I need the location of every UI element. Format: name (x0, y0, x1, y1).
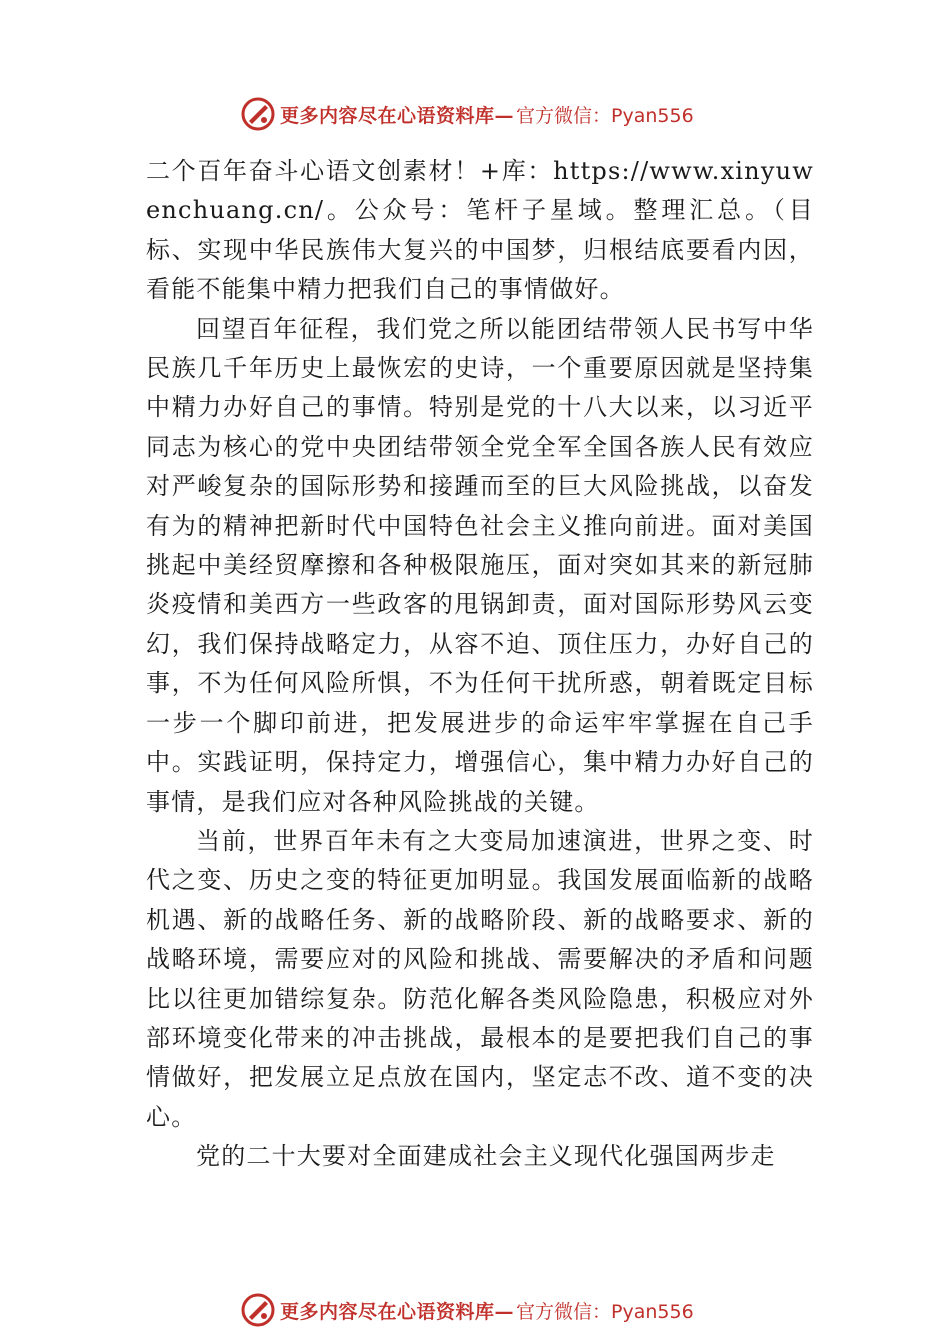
banner-title: 更多内容尽在心语资料库— (280, 1300, 515, 1323)
paragraph-1: 二个百年奋斗心语文创素材！+库：https://www.xinyuwenchuang.cn/。公众号：笔杆子星域。整理汇总。（目标、实现中华民族伟大复兴的中国梦，归根结底要看内因，看能不能集中精力把我们自己的事情做好。 (146, 157, 814, 304)
logo-icon (240, 96, 276, 132)
paragraph-2: 回望百年征程，我们党之所以能团结带领人民书写中华民族几千年历史上最恢宏的史诗，一个重要原因就是坚持集中精力办好自己的事情。特别是党的十八大以来，以习近平同志为核心的党中央团结带领全党全军全国各族人民有效应对严峻复杂的国际形势和接踵而至的巨大风险挑战，以奋发有为的精神把新时代中国特色社会主义推向前进。面对美国挑起中美经贸摩擦和各种极限施压，面对突如其来的新冠肺炎疫情和美西方一些政客的甩锅卸责，面对国际形势风云变幻，我们保持战略定力，从容不迫、顶住压力，办好自己的事，不为任何风险所惧，不为任何干扰所惑，朝着既定目标一步一个脚印前进，把发展进步的命运牢牢掌握在自己手中。实践证明，保持定力，增强信心，集中精力办好自己的事情，是我们应对各种风险挑战的关键。 (146, 314, 814, 816)
header-banner (240, 94, 760, 134)
document-body (146, 152, 814, 1177)
paragraph-3: 当前，世界百年未有之大变局加速演进，世界之变、时代之变、历史之变的特征更加明显。我国发展面临新的战略机遇、新的战略任务、新的战略阶段、新的战略要求、新的战略环境，需要应对的风险和挑战、需要解决的矛盾和问题比以往更加错综复杂。防范化解各类风险隐患，积极应对外部环境变化带来的冲击挑战，最根本的是要把我们自己的事情做好，把发展立足点放在国内，坚定志不改、道不变的决心。 (146, 826, 814, 1131)
banner-contact: 官方微信：Pyan556 (516, 1300, 694, 1323)
footer-banner (240, 1290, 760, 1330)
paragraph-4: 党的二十大要对全面建成社会主义现代化强国两步走 (196, 1142, 776, 1171)
banner-title: 更多内容尽在心语资料库— (280, 104, 515, 127)
logo-icon (240, 1292, 276, 1328)
banner-contact: 官方微信：Pyan556 (516, 104, 694, 127)
